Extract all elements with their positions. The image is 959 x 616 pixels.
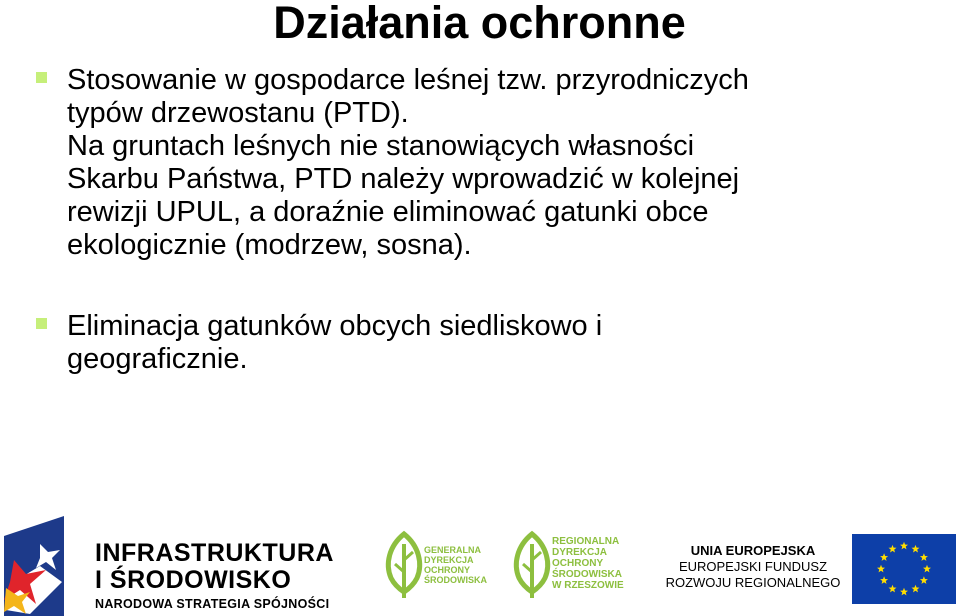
- rdos-line-4: ŚRODOWISKA: [552, 569, 622, 580]
- square-bullet-icon: [36, 72, 47, 83]
- rdos-line-1: REGIONALNA: [552, 536, 620, 547]
- ue-line-2: EUROPEJSKI FUNDUSZ: [678, 559, 828, 574]
- gdos-line-2: DYREKCJA: [424, 555, 474, 565]
- bullet-item-ptd: [36, 64, 936, 262]
- fe-line-3: NARODOWA STRATEGIA SPÓJNOŚCI: [95, 597, 330, 611]
- ue-line-3: ROZWOJU REGIONALNEGO: [665, 575, 841, 590]
- square-bullet-icon: [36, 318, 47, 329]
- rdos-leaf-icon: [511, 530, 553, 600]
- gdos-line-4: ŚRODOWISKA: [424, 575, 487, 585]
- fe-line-2: I ŚRODOWISKO: [95, 566, 292, 594]
- bullet-list-2: [36, 310, 936, 376]
- gdos-line-1: GENERALNA: [424, 545, 482, 555]
- gdos-line-3: OCHRONY: [424, 565, 471, 575]
- bullet-text: Eliminacja gatunków obcych siedliskowo i geograficznie.: [67, 310, 603, 375]
- ue-logo-text: [662, 543, 844, 591]
- rdos-line-3: OCHRONY: [552, 558, 604, 569]
- fe-logo-text: [95, 540, 334, 612]
- gdos-logo-text: [424, 545, 487, 585]
- eu-flag-icon: [852, 534, 956, 604]
- rdos-logo-text: [552, 536, 624, 591]
- fe-star-logo-icon: [0, 514, 86, 616]
- bullet-text: Stosowanie w gospodarce leśnej tzw. przyrodniczych typów drzewostanu (PTD). Na gruntach leśnych nie stanowiących własności Skarbu Państwa, PTD należy wprowadzić w kolejnej rewizji UPUL, a doraźnie eliminować gatunki obce ekologicznie (modrzew, sosna).: [67, 64, 749, 261]
- fe-line-1: INFRASTRUKTURA: [95, 539, 334, 567]
- gdos-leaf-icon: [383, 530, 425, 600]
- bullet-item-eliminacja: [36, 310, 936, 376]
- rdos-line-5: W RZESZOWIE: [552, 580, 624, 591]
- slide-title: Działania ochronne: [273, 0, 686, 48]
- bullet-list: [36, 64, 936, 262]
- ue-line-1: UNIA EUROPEJSKA: [690, 543, 816, 558]
- rdos-line-2: DYREKCJA: [552, 547, 608, 558]
